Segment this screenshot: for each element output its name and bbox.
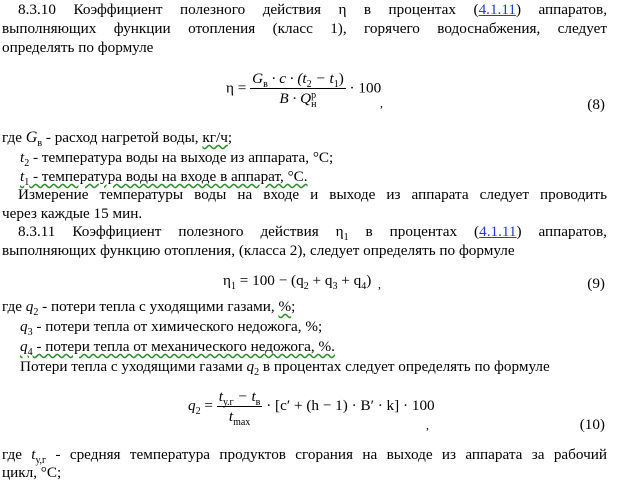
def-t2-line: $t_2$ - температура воды на выходе из аппарата, °С; [20, 149, 334, 170]
equation-8 [226, 70, 381, 109]
para-8310-line3: определять по формуле [2, 39, 154, 56]
eq10-comma: , [426, 418, 429, 432]
eq8-tail: · 100 [349, 79, 382, 97]
equation-10-number: (10) [579, 416, 605, 433]
reference-link-4111-b[interactable]: 4.1.11 [479, 223, 517, 240]
def-q3-line: $q_3$ - потери тепла от химического недожога, %; [20, 318, 323, 339]
equation-9-number: (9) [587, 275, 605, 292]
equation-9: $\eta_1 = 100 - (q_2 + q_3 + q_4)$ [223, 272, 372, 293]
measure-line2: через каждые 15 мин. [2, 205, 143, 222]
para-8310-suffix: ) аппаратов, [515, 1, 607, 18]
para-8311-line2: выполняющих функцию отопления, (класса 2), следует определять по формуле [2, 242, 515, 259]
eq10-numerator: $t_{у.г} - t_в$ [218, 388, 261, 409]
reference-link-4111[interactable]: 4.1.11 [478, 1, 516, 18]
def-q4-line: $q_4$ - потери тепла от механического недожога, %. [20, 338, 335, 359]
def-t1-line: $t_1$ - температура воды на входе в аппарат, °С. [20, 168, 308, 189]
def-tyg-line2: цикл, °С; [2, 464, 62, 481]
eq8-denominator: B · Q р н [279, 89, 317, 110]
eq8-comma: , [380, 96, 383, 110]
eq8-numerator: $G_в \cdot c \cdot (t_2 - t_1)$ [252, 70, 344, 91]
measure-line1: Измерение температуры воды на входе и выходе из аппарата следует проводить [18, 186, 607, 203]
para-8310-prefix: 8.3.10 Коэффициент полезного действия η в процентах ( [18, 1, 479, 18]
def-tyg-line1: где $t_{у,г}$ - средняя температура продуктов сгорания на выходе из аппарата за рабочий [2, 446, 607, 467]
def-q2-line: где $q_2$ - потери тепла с уходящими газами, %; [2, 298, 296, 319]
loss-line: Потери тепла с уходящими газами $q_2$ в процентах следует определять по формуле [20, 358, 550, 379]
eq8-lhs: η = [226, 79, 247, 97]
para-8310-line2: выполняющих функции отопления (класс 1), горячего водоснабжения, следует [2, 20, 607, 37]
equation-10: $q_2$ = $\frac{t_{у.г} - t_в}{t_{max}}$ · [c′ + (h − 1) · B′ · k] · 100 [188, 388, 435, 429]
def-gv-line: где $G_в$ - расход нагретой воды, кг/ч; [2, 129, 233, 150]
para-8311-line1: 8.3.11 Коэффициент полезного действия $\eta_1$ в процентах (4.1.11) аппаратов, [18, 223, 607, 244]
eq8-fraction [250, 70, 346, 109]
para-8310-line1 [18, 1, 607, 19]
eq10-tail: · [c′ + (h − 1) · B′ · k] · 100 [266, 397, 435, 414]
eq9-comma: , [378, 277, 381, 291]
eq10-fraction [217, 388, 263, 429]
equation-8-number: (8) [587, 96, 605, 113]
eq10-denominator: $t_{max}$ [228, 408, 251, 429]
